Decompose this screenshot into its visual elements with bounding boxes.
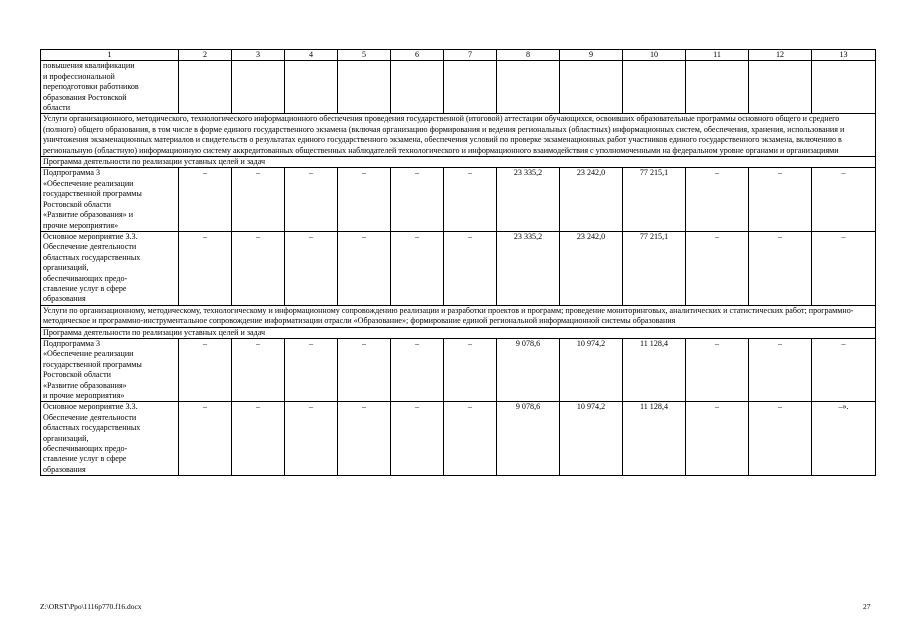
value-cell: – xyxy=(338,402,391,476)
value-cell: – xyxy=(179,231,232,305)
column-number-cell: 2 xyxy=(179,50,232,61)
column-number-row xyxy=(41,50,876,61)
value-cell xyxy=(749,61,812,114)
value-cell: – xyxy=(749,168,812,231)
value-cell: – xyxy=(812,168,876,231)
value-cell: – xyxy=(338,168,391,231)
value-cell: – xyxy=(749,402,812,476)
value-cell xyxy=(812,61,876,114)
value-cell: – xyxy=(686,231,749,305)
value-cell xyxy=(338,61,391,114)
row-title: повышения квалификации и профессиональной переподготовки работников образования Ростовской области xyxy=(41,61,179,114)
value-cell: 23 335,2 xyxy=(497,231,560,305)
value-cell: – xyxy=(179,402,232,476)
value-cell: 10 974,2 xyxy=(560,338,623,401)
value-cell: – xyxy=(232,338,285,401)
row-title: Основное мероприятие 3.3. Обеспечение деятельности областных государственных организаций, обеспечивающих предо- ставление услуг в сфере образования xyxy=(41,231,179,305)
table-row xyxy=(41,338,876,401)
value-cell: – xyxy=(285,231,338,305)
column-number-cell: 9 xyxy=(560,50,623,61)
value-cell: 23 335,2 xyxy=(497,168,560,231)
value-cell: 10 974,2 xyxy=(560,402,623,476)
value-cell: – xyxy=(686,402,749,476)
column-number-cell: 12 xyxy=(749,50,812,61)
value-cell: – xyxy=(285,338,338,401)
section-heading-text: Программа деятельности по реализации уставных целей и задач xyxy=(41,327,876,338)
section-heading-text: Программа деятельности по реализации уставных целей и задач xyxy=(41,157,876,168)
value-cell xyxy=(560,61,623,114)
column-number-cell: 13 xyxy=(812,50,876,61)
row-title: Подпрограмма 3 «Обеспечение реализации государственной программы Ростовской области «Развитие образования» и прочие мероприятия» xyxy=(41,168,179,231)
value-cell xyxy=(444,61,497,114)
value-cell: – xyxy=(285,402,338,476)
section-heading-row xyxy=(41,114,876,157)
value-cell xyxy=(391,61,444,114)
table-row xyxy=(41,168,876,231)
value-cell: – xyxy=(391,338,444,401)
value-cell: 9 078,6 xyxy=(497,338,560,401)
value-cell: 77 215,1 xyxy=(623,168,686,231)
section-heading-row xyxy=(41,157,876,168)
value-cell xyxy=(232,61,285,114)
value-cell: – xyxy=(391,402,444,476)
value-cell: – xyxy=(285,168,338,231)
column-number-cell: 4 xyxy=(285,50,338,61)
table-row xyxy=(41,231,876,305)
value-cell: – xyxy=(232,168,285,231)
value-cell: – xyxy=(179,338,232,401)
row-title: Подпрограмма 3 «Обеспечение реализации государственной программы Ростовской области «Развитие образования» и прочие мероприятия» xyxy=(41,338,179,401)
value-cell: 23 242,0 xyxy=(560,231,623,305)
value-cell: – xyxy=(232,402,285,476)
page-number: 27 xyxy=(863,602,871,611)
column-number-cell: 10 xyxy=(623,50,686,61)
value-cell: – xyxy=(232,231,285,305)
table-row xyxy=(41,402,876,476)
value-cell: – xyxy=(179,168,232,231)
column-number-cell: 1 xyxy=(41,50,179,61)
section-heading-row xyxy=(41,305,876,327)
value-cell: – xyxy=(444,168,497,231)
budget-table xyxy=(40,49,876,476)
value-cell: – xyxy=(686,338,749,401)
value-cell: – xyxy=(812,231,876,305)
column-number-cell: 7 xyxy=(444,50,497,61)
row-title: Основное мероприятие 3.3. Обеспечение деятельности областных государственных организаций, обеспечивающих предо- ставление услуг в сфере образования xyxy=(41,402,179,476)
column-number-cell: 6 xyxy=(391,50,444,61)
value-cell: – xyxy=(338,338,391,401)
section-heading-text: Услуги по организационному, методическому, технологическому и информационному сопровождению реализации и разработки проектов и программ; проведение мониторинговых, аналитических и статистических работ; программно-методическое и программно-инструментальное сопровождение информатизации отрасли «Образование»; формирование единой региональной информационной системы образования xyxy=(41,305,876,327)
value-cell xyxy=(623,61,686,114)
value-cell: 9 078,6 xyxy=(497,402,560,476)
value-cell: – xyxy=(391,168,444,231)
value-cell xyxy=(497,61,560,114)
table-row xyxy=(41,61,876,114)
file-path: Z:\ORST\Ppo\1116p770.f16.docx xyxy=(40,602,142,611)
value-cell: –». xyxy=(812,402,876,476)
value-cell: 23 242,0 xyxy=(560,168,623,231)
value-cell: – xyxy=(812,338,876,401)
value-cell: – xyxy=(686,168,749,231)
value-cell: – xyxy=(444,402,497,476)
column-number-cell: 8 xyxy=(497,50,560,61)
value-cell: – xyxy=(749,231,812,305)
section-heading-row xyxy=(41,327,876,338)
value-cell xyxy=(686,61,749,114)
value-cell xyxy=(285,61,338,114)
value-cell: 11 128,4 xyxy=(623,338,686,401)
value-cell: – xyxy=(338,231,391,305)
value-cell: 77 215,1 xyxy=(623,231,686,305)
column-number-cell: 3 xyxy=(232,50,285,61)
value-cell xyxy=(179,61,232,114)
value-cell: – xyxy=(391,231,444,305)
column-number-cell: 5 xyxy=(338,50,391,61)
value-cell: – xyxy=(444,338,497,401)
section-heading-text: Услуги организационного, методического, технологического информационного обеспечения проведения государственной (итоговой) аттестации обучающихся, освоивших образовательные программы основного общего и среднего (полного) общего образования, в том числе в форме единого государственного экзамена (включая организацию формирования и ведения региональных (областных) информационных систем, обеспечения, хранения, использования и уничтожения экзаменационных материалов и свидетельств о результатах единого государственного экзамена, обеспечения условий по проверке экзаменационных работ участников единого государственного экзамена, включению в региональную (областную) информационную систему аккредитованных общественных наблюдателей технологического и информационного взаимодействия с уполномоченными на федеральном уровне органами и организациями xyxy=(41,114,876,157)
value-cell: – xyxy=(749,338,812,401)
table-body xyxy=(41,50,876,476)
value-cell: – xyxy=(444,231,497,305)
value-cell: 11 128,4 xyxy=(623,402,686,476)
column-number-cell: 11 xyxy=(686,50,749,61)
